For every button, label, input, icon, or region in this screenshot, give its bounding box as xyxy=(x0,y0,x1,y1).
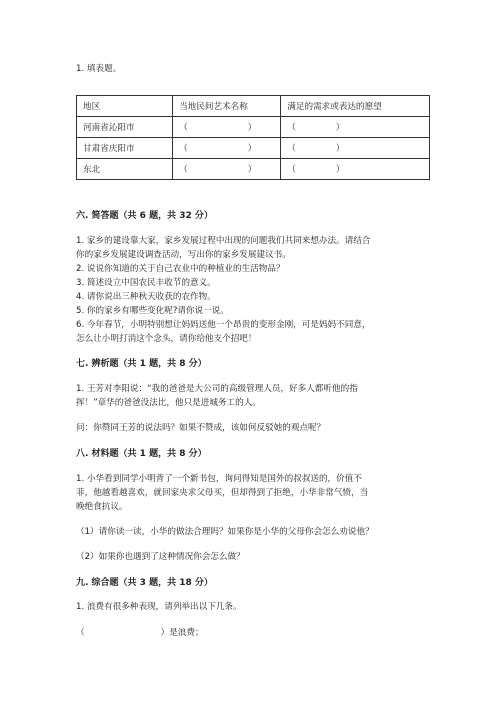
text-line: 菲，他越看越喜欢，就回家央求父母买，但却得到了拒绝，小华非常气愤，当 xyxy=(76,488,369,498)
wish-blank-cell[interactable] xyxy=(281,159,430,180)
text-line: 1. 王芳对李阳说：“我的爸爸是大公司的高级管理人员，好多人都听他的指 xyxy=(76,384,358,394)
text-line: 1. 家乡的建设靠大家，家乡发展过程中出现的问题我们共同来想办法。请结合 xyxy=(76,236,371,246)
text-line: 挥！”章华的爸爸没法比，他只是进城务工的人。 xyxy=(76,398,261,408)
art-blank-cell[interactable] xyxy=(173,159,281,180)
table-header-cell: 当地民间艺术名称 xyxy=(173,96,281,117)
paren-close: ） xyxy=(335,123,345,133)
text-line: 怎么让小明打消这个念头，请你给他支个招吧！ xyxy=(76,334,257,344)
paren-close: ） xyxy=(247,144,257,154)
table-header-cell: 满足的需求或表达的愿望 xyxy=(281,96,430,117)
text-line: 1. 小华看到同学小明背了一个新书包，询问得知是国外的叔叔送的，价值不 xyxy=(76,474,362,484)
table-row xyxy=(77,138,430,159)
paren-open: （ xyxy=(76,628,85,638)
text-line: 6. 今年春节，小明特别想让妈妈送他一个昂贵的变形金刚，可是妈妈不同意， xyxy=(76,320,371,330)
text-line: 2. 说说你知道的关于自己农业中的种植业的生活物品？ xyxy=(76,264,285,274)
question-line: 问：你赞同王芳的说法吗？如果不赞成，该如何反驳她的观点呢？ xyxy=(76,423,326,433)
paren-open: （ xyxy=(287,165,296,175)
paren-open: （ xyxy=(287,144,296,154)
paren-close: ） xyxy=(247,165,257,175)
sub-question-2: （2）如果你也遇到了这种情况你会怎么做？ xyxy=(76,552,245,562)
sub-question-1: （1）请你读一读，小华的做法合理吗？如果你是小华的父母你会怎么劝说他？ xyxy=(76,527,374,537)
fill-table xyxy=(76,95,430,180)
wish-blank-cell[interactable] xyxy=(281,117,430,138)
table-header-cell: 地区 xyxy=(77,96,173,117)
paren-close: ）是浪费； xyxy=(160,628,204,638)
paren-open: （ xyxy=(179,144,188,154)
table-header-row xyxy=(77,96,430,117)
text-line: 晚绝食抗议。 xyxy=(76,502,128,512)
paren-open: （ xyxy=(287,123,296,133)
art-blank-cell[interactable] xyxy=(173,117,281,138)
text-line: 5. 你的家乡有哪些变化呢?请你说一说。 xyxy=(76,306,229,316)
section-title-9: 九. 综合题（共 3 题，共 18 分） xyxy=(76,578,213,588)
region-cell: 东北 xyxy=(77,159,173,180)
paren-close: ） xyxy=(335,144,345,154)
text-line: 你的家乡发展建设调查活动，写出你的家乡发展建议书。 xyxy=(76,250,291,260)
answer-blank-line[interactable] xyxy=(76,626,204,638)
text-line: 4. 请你说出三种秋天收获的农作物。 xyxy=(76,292,216,302)
wish-blank-cell[interactable] xyxy=(281,138,430,159)
paren-open: （ xyxy=(179,165,188,175)
section-title-6: 六. 简答题（共 6 题，共 32 分） xyxy=(76,211,213,221)
question-fill-table: 1. 填表题。 xyxy=(76,64,122,74)
text-line: 3. 简述设立中国农民丰收节的意义。 xyxy=(76,278,216,288)
section-title-8: 八. 材料题（共 1 题，共 8 分） xyxy=(76,449,207,459)
region-cell: 河南省沁阳市 xyxy=(77,117,173,138)
paren-close: ） xyxy=(335,165,345,175)
region-cell: 甘肃省庆阳市 xyxy=(77,138,173,159)
paren-close: ） xyxy=(247,123,257,133)
art-blank-cell[interactable] xyxy=(173,138,281,159)
paren-open: （ xyxy=(179,123,188,133)
text-line: 1. 浪费有很多种表现，请列举出以下几条。 xyxy=(76,602,242,612)
table-row xyxy=(77,159,430,180)
table-row xyxy=(77,117,430,138)
section-title-7: 七. 辨析题（共 1 题，共 8 分） xyxy=(76,359,207,369)
